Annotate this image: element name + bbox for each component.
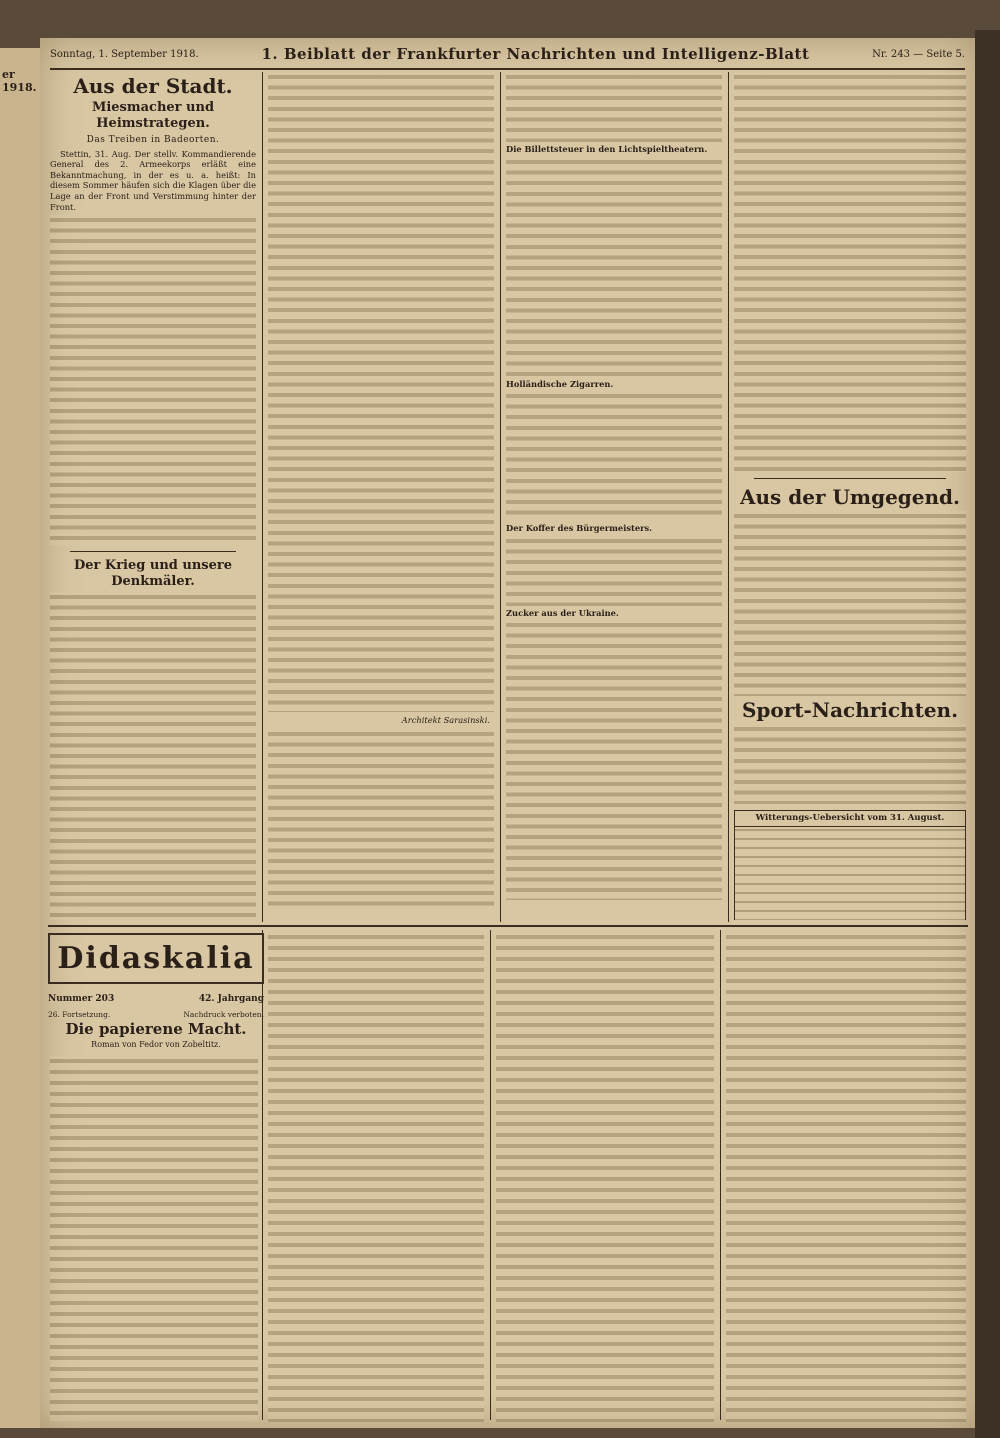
column-1 — [50, 72, 256, 920]
article-heading: Zucker aus der Ukraine. — [506, 607, 619, 618]
separator — [754, 478, 946, 479]
article-body-text — [50, 592, 256, 920]
feuilleton-notice: Nachdruck verboten. — [183, 1010, 264, 1019]
header-page: Nr. 243 — Seite 5. — [872, 48, 965, 60]
novel-body-text — [496, 932, 714, 1422]
weather-table-title: Witterungs-Uebersicht vom 31. August. — [735, 811, 965, 827]
column-rule — [500, 72, 501, 922]
article-heading: Holländische Zigarren. — [506, 378, 614, 389]
article-body-text — [50, 215, 256, 545]
article-heading: Die Billettsteuer in den Lichtspieltheatern. — [506, 144, 708, 154]
novel-title: Die papierene Macht. — [65, 1020, 247, 1038]
article-body-text — [734, 72, 966, 472]
article-body-text — [268, 729, 494, 909]
feuilleton-notes — [48, 1010, 264, 1019]
article-body-text — [734, 724, 966, 804]
page-header — [50, 40, 965, 70]
column-4 — [734, 72, 966, 920]
article-subhead: Das Treiben in Badeorten. — [86, 135, 220, 145]
adjacent-page-strip — [0, 48, 42, 1428]
section-heading-sport: Sport-Nachrichten. — [741, 698, 959, 722]
feuilleton-installment: 26. Fortsetzung. — [48, 1010, 111, 1019]
feuilleton-masthead: Didaskalia — [48, 933, 264, 984]
feuilleton-year: 42. Jahrgang — [198, 994, 264, 1004]
article-heading: Der Koffer des Bürgermeisters. — [506, 523, 653, 534]
column-rule — [262, 72, 263, 922]
article-body-text — [506, 157, 722, 377]
separator — [70, 551, 236, 552]
section-heading-region: Aus der Umgegend. — [740, 485, 960, 509]
column-2 — [268, 72, 494, 920]
weather-table — [734, 810, 966, 920]
novel-body-text — [726, 932, 966, 1422]
header-date: Sonntag, 1. September 1918. — [50, 48, 199, 60]
header-title: 1. Beiblatt der Frankfurter Nachrichten und Intelligenz-Blatt — [261, 45, 810, 63]
feuilleton-rule — [48, 925, 968, 927]
feuilleton-number: Nummer 203 — [48, 994, 115, 1004]
section-heading-city: Aus der Stadt. — [73, 74, 233, 98]
novel-text-col-2 — [268, 932, 484, 1422]
article-headline: Der Krieg und unsere Denkmäler. — [73, 558, 233, 590]
weather-table-rows — [735, 827, 965, 920]
novel-body-text — [268, 932, 484, 1422]
novel-text-col-3 — [496, 932, 714, 1422]
novel-body-text — [50, 1056, 258, 1421]
article-body-text — [734, 511, 966, 696]
column-3 — [506, 72, 722, 920]
novel-author: Roman von Fedor von Zobeltitz. — [91, 1040, 221, 1049]
article-lead: Stettin, 31. Aug. Der stellv. Kommandierende General des 2. Armeekorps erläßt eine Bekanntmachung, in der es u. a. heißt: In diesem Sommer häufen sich die Klagen über die Lage an der Front und Verstimmung hinter der Front. — [50, 148, 256, 212]
article-headline: Miesmacher und Heimstrategen. — [91, 100, 215, 131]
page-edge — [975, 30, 1000, 1438]
article-body-text — [506, 391, 722, 521]
article-body-text — [506, 72, 722, 142]
column-rule — [490, 930, 491, 1420]
article-body-text — [506, 536, 722, 606]
novel-text-col-4 — [726, 932, 966, 1422]
novel-text-col-1 — [50, 1056, 258, 1421]
article-signature: Architekt Sarasinski. — [401, 715, 490, 725]
column-rule — [728, 72, 729, 922]
column-rule — [720, 930, 721, 1420]
adjacent-page-date: er 1918. — [2, 68, 37, 94]
feuilleton-meta — [48, 994, 264, 1004]
article-body-text — [268, 72, 494, 712]
article-body-text — [506, 620, 722, 900]
